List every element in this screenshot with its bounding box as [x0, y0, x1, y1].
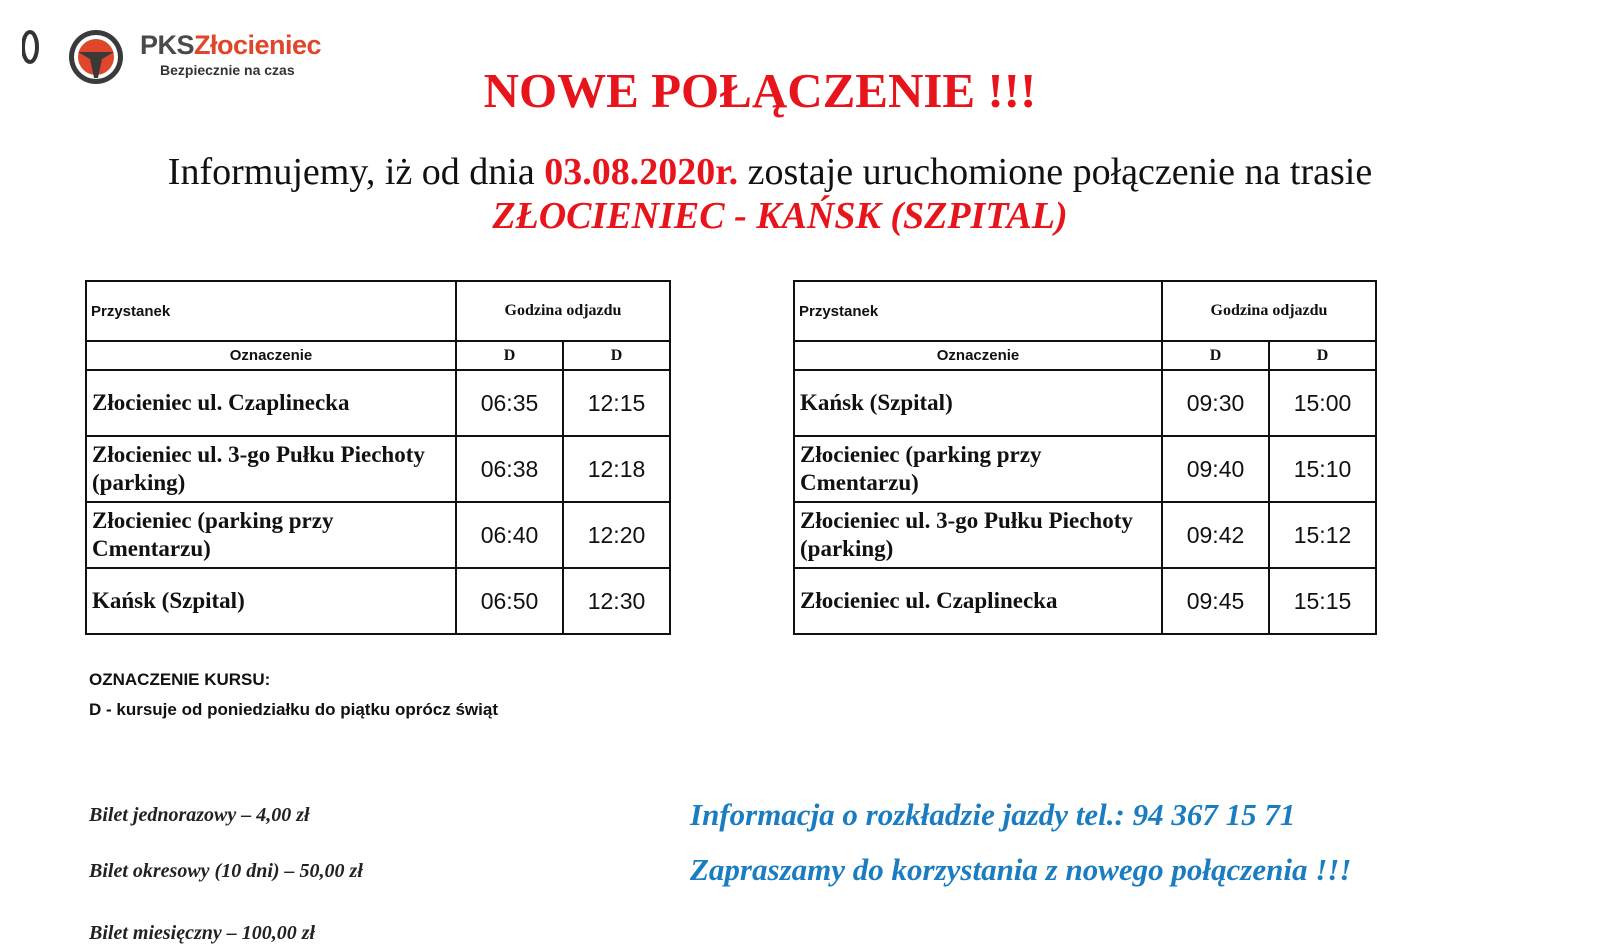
- header-departure: Godzina odjazdu: [1162, 281, 1376, 341]
- departure-time: 09:42: [1162, 502, 1269, 568]
- header-day-code: D: [1162, 341, 1269, 370]
- header-marking: Oznaczenie: [794, 341, 1162, 370]
- departure-time: 12:18: [563, 436, 670, 502]
- table-row: [86, 436, 670, 502]
- stop-name: Złocieniec ul. 3-go Pułku Piechoty (parking): [86, 436, 456, 502]
- stop-name: Złocieniec ul. 3-go Pułku Piechoty (parking): [794, 502, 1162, 568]
- stop-name: Złocieniec (parking przy Cmentarzu): [86, 502, 456, 568]
- header-marking: Oznaczenie: [86, 341, 456, 370]
- table-row: [86, 568, 670, 634]
- logo-brand-prefix: PKS: [140, 30, 195, 60]
- departure-time: 09:30: [1162, 370, 1269, 436]
- start-date: 03.08.2020r.: [544, 151, 739, 193]
- invitation-text: Zapraszamy do korzystania z nowego połączenia !!!: [690, 852, 1352, 887]
- table-row: [794, 436, 1376, 502]
- logo-brand: [140, 30, 321, 61]
- header-stop: Przystanek: [86, 281, 456, 341]
- stop-name: Kańsk (Szpital): [794, 370, 1162, 436]
- ticket-price: Bilet jednorazowy – 4,00 zł: [89, 804, 310, 826]
- stop-name: Złocieniec (parking przy Cmentarzu): [794, 436, 1162, 502]
- schedule-phone-info: Informacja o rozkładzie jazdy tel.: 94 367 15 71: [690, 797, 1296, 832]
- table-row: [86, 370, 670, 436]
- header-day-code: D: [563, 341, 670, 370]
- legend-entry: D - kursuje od poniedziałku do piątku oprócz świąt: [89, 700, 498, 719]
- departure-time: 15:12: [1269, 502, 1376, 568]
- intro-after: zostaje uruchomione połączenie na trasie: [747, 151, 1373, 193]
- header-departure: Godzina odjazdu: [456, 281, 670, 341]
- departure-time: 15:00: [1269, 370, 1376, 436]
- departure-time: 12:20: [563, 502, 670, 568]
- legend-title: OZNACZENIE KURSU:: [89, 670, 271, 689]
- timetable-return: [793, 280, 1377, 635]
- departure-time: 12:15: [563, 370, 670, 436]
- header-day-code: D: [1269, 341, 1376, 370]
- ticket-price: Bilet okresowy (10 dni) – 50,00 zł: [89, 860, 363, 882]
- departure-time: 09:45: [1162, 568, 1269, 634]
- departure-time: 06:40: [456, 502, 563, 568]
- departure-time: 15:10: [1269, 436, 1376, 502]
- logo-tagline: Bezpiecznie na czas: [160, 62, 295, 78]
- departure-time: 09:40: [1162, 436, 1269, 502]
- stop-name: Złocieniec ul. Czaplinecka: [794, 568, 1162, 634]
- header-stop: Przystanek: [794, 281, 1162, 341]
- table-row: [794, 502, 1376, 568]
- table-row: [86, 502, 670, 568]
- table-row: [794, 568, 1376, 634]
- departure-time: 06:38: [456, 436, 563, 502]
- header-day-code: D: [456, 341, 563, 370]
- page-title: NOWE POŁĄCZENIE !!!: [483, 63, 1037, 118]
- timetable-outbound: [85, 280, 671, 635]
- departure-time: 06:35: [456, 370, 563, 436]
- departure-time: 06:50: [456, 568, 563, 634]
- departure-time: 12:30: [563, 568, 670, 634]
- ticket-price: Bilet miesięczny – 100,00 zł: [89, 922, 316, 944]
- stop-name: Kańsk (Szpital): [86, 568, 456, 634]
- departure-time: 15:15: [1269, 568, 1376, 634]
- route-name: ZŁOCIENIEC - KAŃSK (SZPITAL): [492, 195, 1068, 237]
- stop-name: Złocieniec ul. Czaplinecka: [86, 370, 456, 436]
- intro-before: Informujemy, iż od dnia: [167, 151, 535, 193]
- logo-brand-city: Złocieniec: [194, 30, 322, 60]
- intro-text: [0, 150, 1540, 194]
- table-row: [794, 370, 1376, 436]
